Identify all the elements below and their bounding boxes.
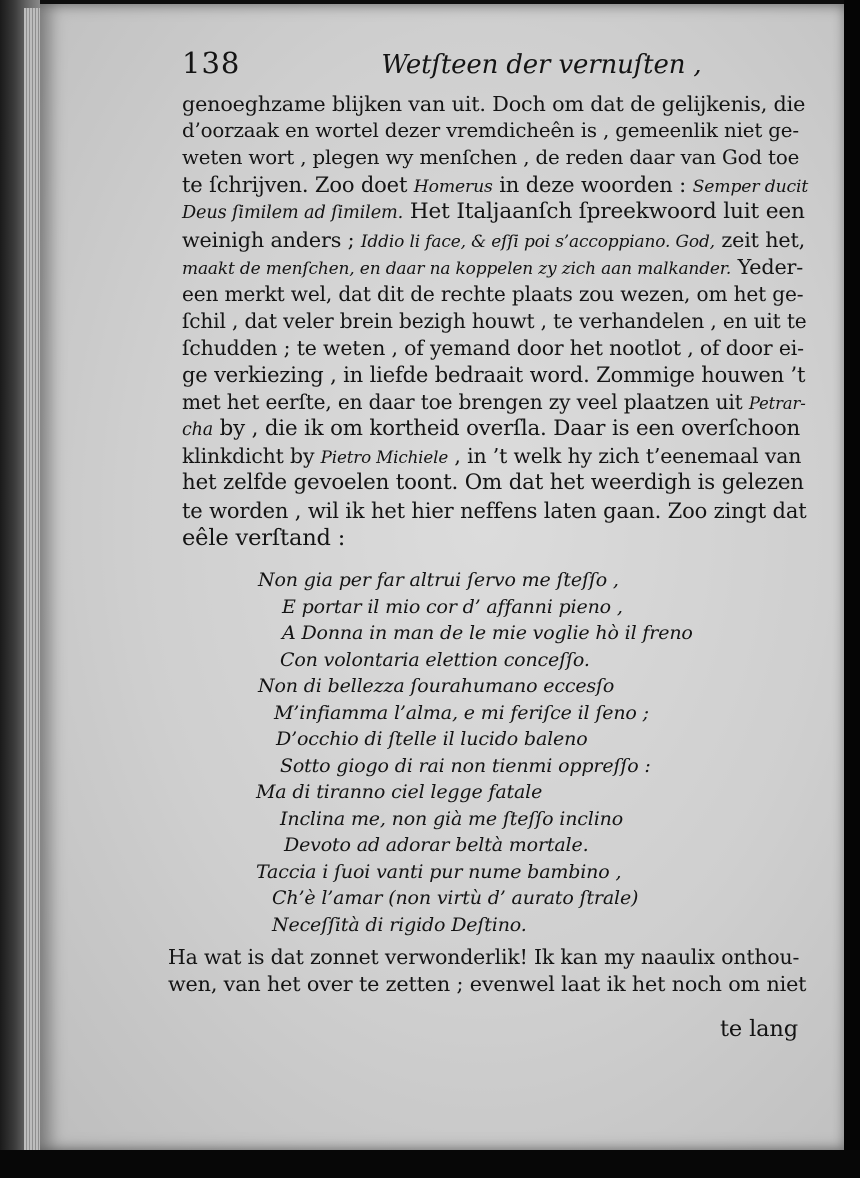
verse-line: E portar il mio cor d’ affanni pieno , [282,595,623,618]
text-line [182,254,803,282]
text-line [182,362,805,388]
text-segment: klinkdicht by [182,444,321,469]
text-segment: genoeghzame blijken van uit. Doch om dat de gelijkenis, die [182,92,806,116]
text-segment: een merkt wel, dat dit de rechte plaats zou wezen, om het ge- [182,281,804,306]
text-line [182,525,345,551]
text-line [182,498,807,524]
verse-line: Neceſſità di rigido Deſtino. [272,913,527,936]
text-segment: ſchudden ; te weten , of yemand door het nootlot , of door ei- [182,335,804,360]
verse-line: Devoto ad adorar beltà mortale. [284,834,589,856]
text-segment: Yeder- [731,254,804,279]
running-head [182,46,702,80]
verse-line: D’occhio di ſtelle il lucido baleno [276,728,588,750]
text-line [182,91,805,117]
italic-segment: Pietro Michiele [320,447,449,468]
text-segment: te worden , wil ik het hier neffens laten gaan. Zoo zingt dat [182,498,807,523]
verse-line: M’infiamma l’alma, e mi feriſce il ſeno ; [274,701,649,724]
verse-line: Taccia i ſuoi vanti pur nume bambino , [256,860,622,883]
text-line [182,281,803,307]
text-segment: Ha wat is dat zonnet verwonderlik! Ik kan my naaulix onthou- [168,945,800,969]
page-number: 138 [182,46,241,80]
text-line [182,118,799,144]
verse-line: A Donna in man de le mie voglie hò il freno [282,622,693,644]
italic-segment: Iddio li face, & eſſi poi s’accoppiano. God, [360,231,715,252]
text-line [182,199,805,226]
bottom-dark-edge [0,1150,860,1178]
verse-line: Ma di tiranno ciel legge fatale [256,781,543,803]
text-segment: weten wort , plegen wy menſchen , de reden daar van God toe [182,146,800,170]
text-segment: het zelfde gevoelen toont. Om dat het weerdigh is gelezen [182,470,804,496]
running-title: Wetſteen der vernuſten , [381,50,702,80]
text-line [182,308,807,334]
verse-line: Non di bellezza ſourahumano eccesſo [258,675,615,697]
text-line [168,944,799,970]
italic-segment: Semper ducit [692,177,809,198]
text-line [182,335,804,361]
text-segment: in deze woorden : [492,173,693,198]
text-line [182,145,799,171]
text-segment: ge verkiezing , in liefde bedraait word. Zommige houwen ’t [182,363,806,387]
text-line [182,389,806,417]
right-dark-edge [844,0,860,1178]
text-segment: Het Italjaanſch ſpreekwoord luit een [403,199,805,225]
italic-segment: Petrar- [748,394,806,414]
italic-segment: cha [182,420,213,441]
verse-line: Con volontaria elettion conceſſo. [280,648,590,671]
text-segment: by , die ik om kortheid overſla. Daar is een overſchoon [212,416,801,442]
text-line [168,971,806,997]
text-segment: ſchil , dat veler brein bezigh houwt , te verhandelen , en uit te [182,308,807,333]
text-segment: eêle verſtand : [182,524,346,551]
text-segment: weinigh anders ; [182,227,361,252]
text-segment: met het eerſte, en daar toe brengen zy veel plaatzen uit [182,390,749,415]
verse-line: Sotto giogo di rai non tienmi oppreſſo : [280,754,651,777]
text-segment: , in ’t welk hy zich t’eenemaal van [448,444,802,469]
verse-line: Non gia per far altrui ſervo me ſteſſo , [258,569,619,591]
text-line [182,470,804,496]
text-segment: te ſchrijven. Zoo doet [182,173,414,198]
text-line [182,227,805,255]
italic-segment: Deus ſimilem ad ſimilem. [182,203,404,224]
text-segment: d’oorzaak en wortel dezer vremdicheên is , gemeenlik niet ge- [182,119,799,143]
text-segment: zeit het, [714,227,806,252]
italic-segment: Homerus [413,177,493,198]
verse-line: Inclina me, non già me ſteſſo inclino [280,807,624,830]
text-segment: wen, van het over te zetten ; evenwel laat ik het noch om niet [168,972,807,996]
text-line [182,416,800,443]
text-line [182,172,808,200]
italic-segment: maakt de menſchen, en daar na koppelen zy zich aan malkander. [182,258,732,279]
verse-line: Ch’è l’amar (non virtù d’ aurato ſtrale) [272,887,639,909]
text-line [182,443,801,470]
catchword: te lang [720,1016,798,1042]
